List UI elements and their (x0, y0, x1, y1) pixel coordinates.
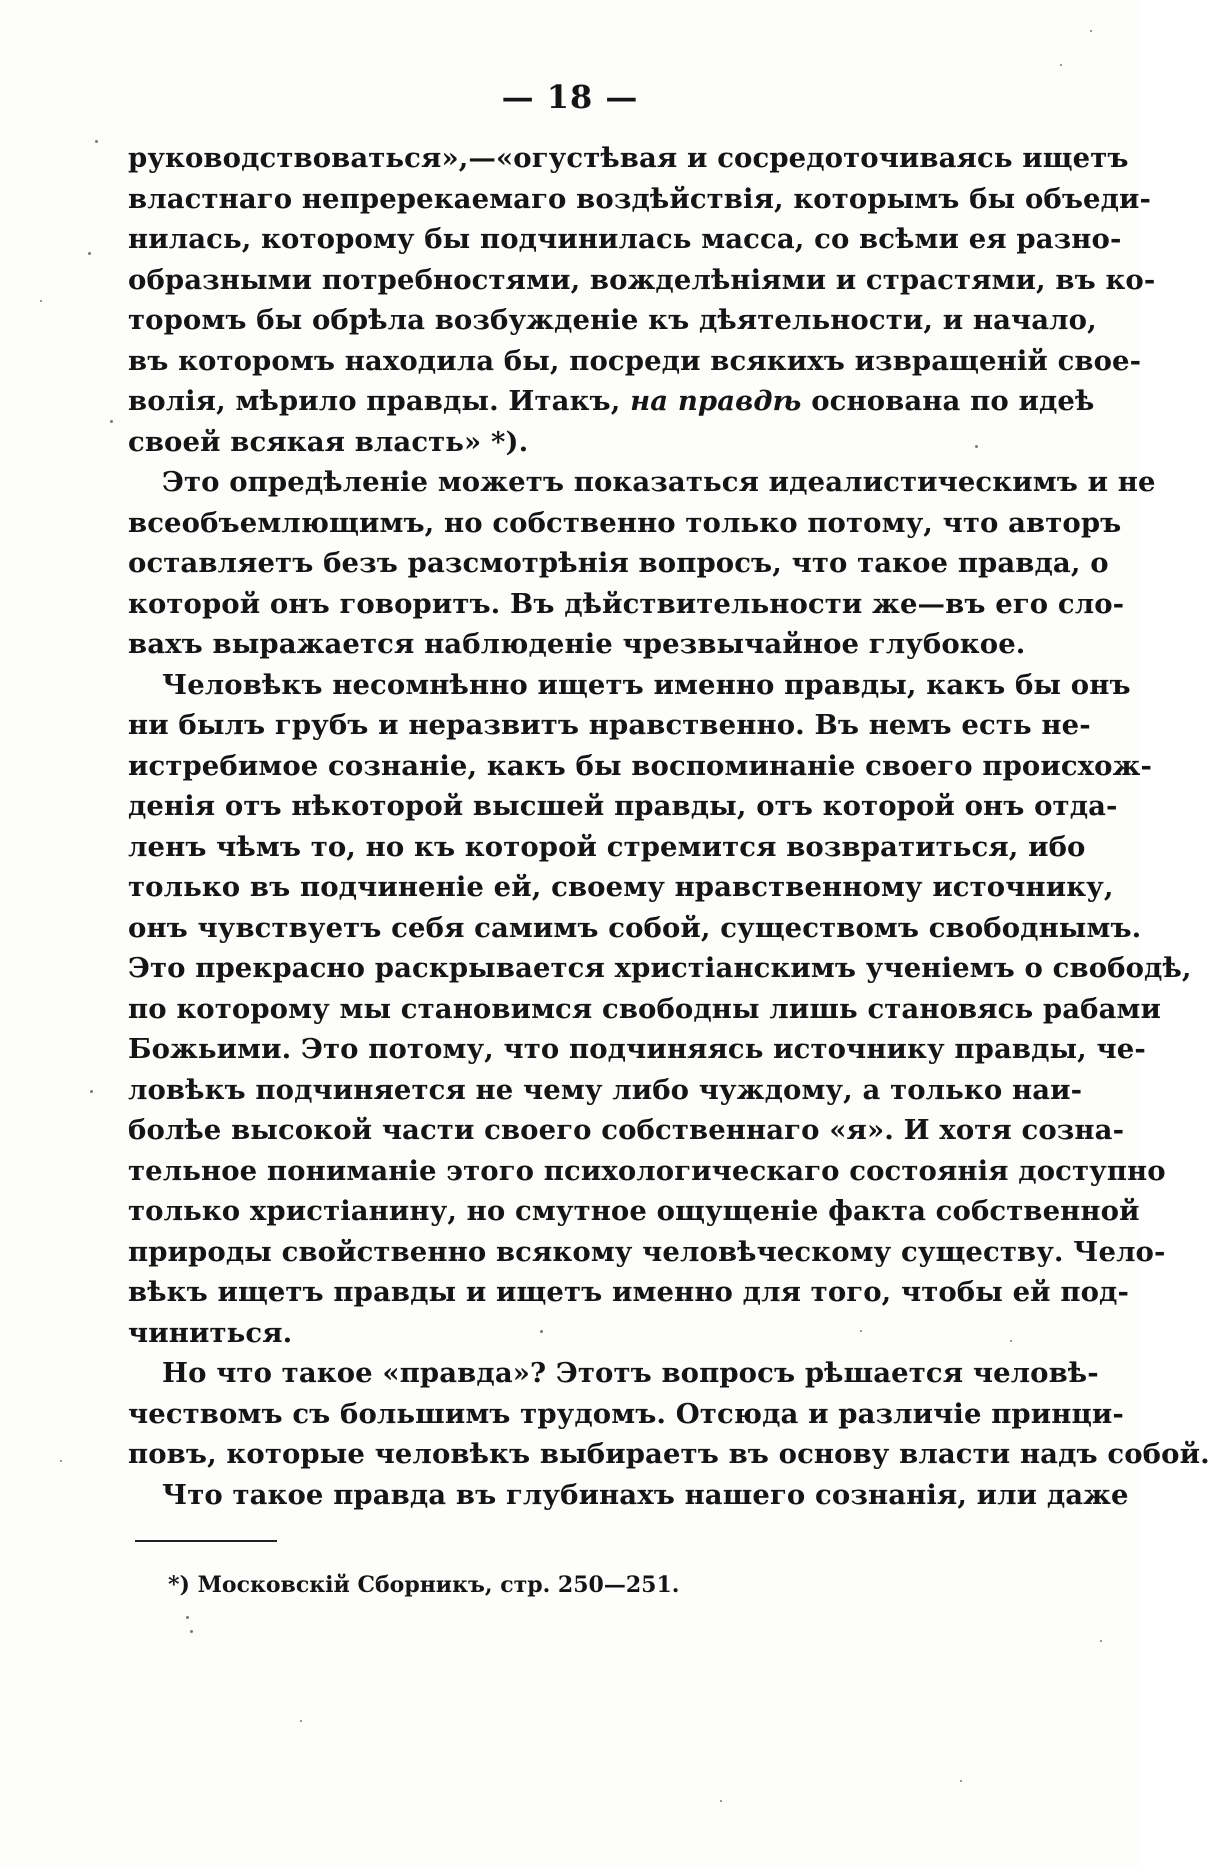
text-line: всеобъемлющимъ, но собственно только потому, что авторъ (128, 506, 1122, 539)
text-line: только въ подчиненіе ей, своему нравственному источнику, (128, 871, 1114, 903)
text-line: только христіанину, но смутное ощущеніе факта собственной (128, 1195, 1140, 1227)
text-line-end: основана по идеѣ (811, 385, 1095, 417)
text-line: повъ, которые человѣкъ выбираетъ въ основу власти надъ собой. (128, 1438, 1210, 1470)
text-line: нилась, которому бы подчинилась масса, со всѣми ея разно- (128, 223, 1122, 255)
text-line: вѣкъ ищетъ правды и ищетъ именно для того, чтобы ей под- (128, 1276, 1129, 1308)
scan-speck (1100, 1640, 1102, 1642)
paragraph-start-line: Но что такое «правда»? Этотъ вопросъ рѣшается человѣ- (162, 1357, 1099, 1389)
text-line: оставляетъ безъ разсмотрѣнія вопросъ, что такое правда, о (128, 547, 1109, 579)
body-text (128, 138, 1210, 1515)
text-line: образными потребностями, вожделѣніями и страстями, въ ко- (128, 263, 1156, 296)
scan-speck (186, 1616, 189, 1619)
text-line: ленъ чѣмъ то, но къ которой стремится возвратиться, ибо (128, 830, 1086, 863)
text-line: чиниться. (128, 1316, 293, 1349)
text-line: по которому мы становимся свободны лишь становясь рабами (128, 992, 1162, 1025)
text-line: истребимое сознаніе, какъ бы воспоминаніе своего происхож- (128, 749, 1152, 782)
scan-speck (720, 1800, 722, 1802)
scan-speck (1010, 1340, 1012, 1342)
scan-speck (960, 1780, 962, 1782)
paragraph-start-line: Что такое правда въ глубинахъ нашего сознанія, или даже (162, 1478, 1129, 1511)
scan-speck (95, 140, 98, 143)
text-line: въ которомъ находила бы, посреди всякихъ извращеній свое- (128, 344, 1142, 377)
text-line: денія отъ нѣкоторой высшей правды, отъ которой онъ отда- (128, 790, 1118, 822)
scan-speck (90, 1090, 93, 1093)
footnote-divider (135, 1540, 277, 1542)
text-line-start: волія, мѣрило правды. Итакъ, (128, 385, 621, 417)
scan-speck (300, 1720, 302, 1722)
text-line: тельное пониманіе этого психологическаго состоянія доступно (128, 1154, 1166, 1187)
text-line: которой онъ говоритъ. Въ дѣйствительности же—въ его сло- (128, 587, 1125, 620)
scan-speck (190, 1630, 193, 1633)
paragraph-start-line: Человѣкъ несомнѣнно ищетъ именно правды, какъ бы онъ (162, 668, 1131, 701)
text-line: властнаго непререкаемаго воздѣйствія, которымъ бы объеди- (128, 182, 1152, 215)
scan-speck (1090, 30, 1092, 32)
text-line: болѣе высокой части своего собственнаго «я». И хотя созна- (128, 1114, 1125, 1146)
text-line: ловѣкъ подчиняется не чему либо чуждому, а только наи- (128, 1073, 1083, 1106)
scan-speck (1060, 64, 1062, 66)
scan-speck (110, 420, 113, 423)
text-line: Божьими. Это потому, что подчиняясь источнику правды, че- (128, 1033, 1146, 1065)
text-line: руководствоваться»,—«огустѣвая и сосредоточиваясь ищетъ (128, 142, 1129, 174)
text-line: торомъ бы обрѣла возбужденіе къ дѣятельности, и начало, (128, 304, 1097, 336)
text-line: своей всякая власть» *). (128, 425, 529, 458)
text-line: ни былъ грубъ и неразвитъ нравственно. Въ немъ есть не- (128, 709, 1091, 741)
page-number: — 18 — (501, 78, 639, 116)
scan-speck (860, 1330, 862, 1332)
text-line: чествомъ съ большимъ трудомъ. Отсюда и различіе принци- (128, 1397, 1124, 1430)
scan-speck (540, 1330, 543, 1333)
italic-phrase: на правдѣ (630, 385, 802, 417)
scan-speck (88, 252, 91, 255)
footnote: *) Московскій Сборникъ, стр. 250—251. (168, 1572, 680, 1598)
scan-speck (975, 445, 978, 448)
text-line: природы свойственно всякому человѣческому существу. Чело- (128, 1235, 1166, 1268)
text-line: вахъ выражается наблюденіе чрезвычайное глубокое. (128, 628, 1026, 660)
text-line: онъ чувствуетъ себя самимъ собой, существомъ свободнымъ. (128, 911, 1142, 944)
paragraph-start-line: Это опредѣленіе можетъ показаться идеалистическимъ и не (162, 466, 1156, 498)
scan-speck (60, 1460, 62, 1462)
scan-speck (40, 300, 42, 302)
text-line: Это прекрасно раскрывается христіанскимъ ученіемъ о свободѣ, (128, 952, 1192, 984)
text-line-with-italic (128, 381, 1095, 422)
